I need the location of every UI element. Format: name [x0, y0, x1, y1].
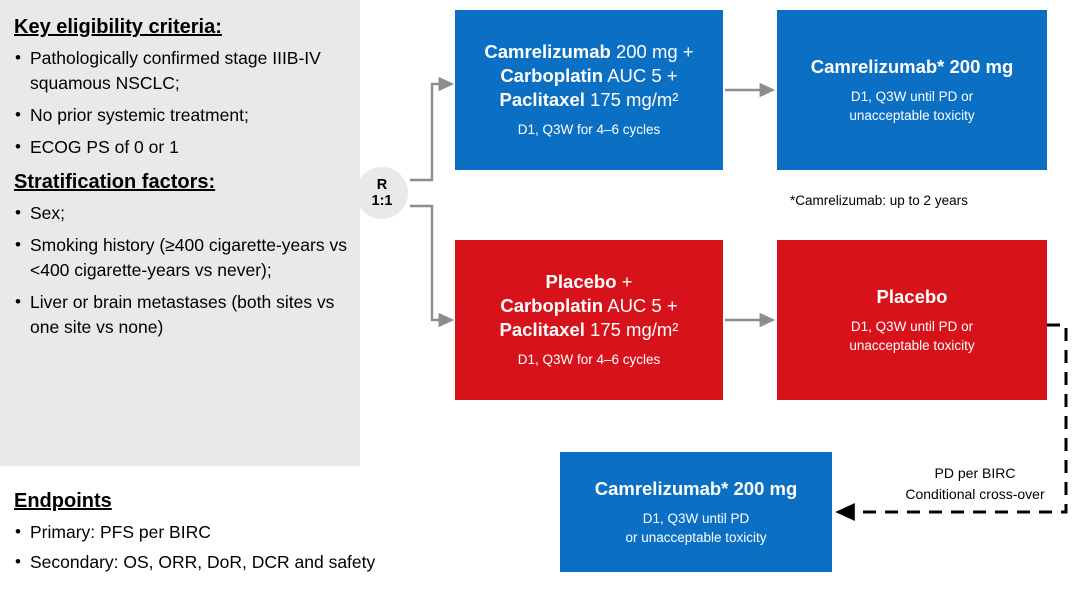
- arm-regimen-text: [500, 270, 679, 342]
- list-item: • Sex;: [14, 201, 348, 226]
- randomization-node: [356, 167, 408, 219]
- arm-title: [595, 477, 798, 501]
- stratification-heading: Stratification factors:: [14, 171, 216, 194]
- list-item: • Pathologically confirmed stage IIIB-IV squamous NSCLC;: [14, 46, 348, 96]
- arm-control-induction: [455, 240, 723, 400]
- arm-schedule: [849, 318, 974, 354]
- randomization-ratio: 1:1: [371, 193, 393, 209]
- drug-name: Placebo: [545, 271, 617, 293]
- list-item: • Secondary: OS, ORR, DoR, DCR and safety: [14, 550, 534, 575]
- arm-schedule: [849, 88, 974, 124]
- arm-schedule: D1, Q3W for 4–6 cycles: [517, 122, 661, 138]
- stratification-list: [14, 201, 348, 339]
- list-item: • No prior systemic treatment;: [14, 103, 348, 128]
- drug-name: Paclitaxel: [499, 89, 585, 111]
- arm-experimental-maintenance: [777, 10, 1047, 170]
- endpoints-list: [14, 520, 534, 576]
- arm-schedule-line1: D1, Q3W until PD or: [850, 89, 974, 105]
- drug-dose: 175 mg/m²: [584, 89, 679, 111]
- randomization-label: R: [376, 176, 388, 193]
- arm-schedule-line1: D1, Q3W until PD or: [850, 319, 974, 335]
- camrelizumab-footnote: *Camrelizumab: up to 2 years: [790, 193, 968, 208]
- arm-crossover: [560, 452, 832, 572]
- drug-name: Carboplatin: [500, 295, 604, 317]
- arm-schedule: D1, Q3W for 4–6 cycles: [517, 352, 661, 368]
- crossover-annotation-line2: Conditional cross-over: [905, 486, 1045, 502]
- arm-schedule-line2: unacceptable toxicity: [849, 107, 975, 123]
- crossover-annotation-line1: PD per BIRC: [934, 465, 1016, 481]
- arm-regimen-text: [484, 40, 693, 112]
- arm-title-text: Placebo: [876, 286, 948, 308]
- drug-name: Carboplatin: [500, 65, 604, 87]
- arm-title: [811, 55, 1014, 79]
- drug-dose: AUC 5 +: [603, 295, 678, 317]
- eligibility-list: [14, 46, 348, 159]
- arm-schedule: [625, 510, 766, 546]
- arm-schedule-line2: or unacceptable toxicity: [625, 529, 767, 545]
- drug-dose: 175 mg/m²: [584, 319, 679, 341]
- arm-title-text: Camrelizumab* 200 mg: [810, 56, 1014, 78]
- crossover-annotation: [880, 463, 1070, 505]
- arm-title-text: Camrelizumab* 200 mg: [594, 478, 798, 500]
- drug-dose: +: [616, 271, 633, 293]
- arm-control-maintenance: [777, 240, 1047, 400]
- endpoints-heading: Endpoints: [14, 490, 112, 512]
- list-item: • Liver or brain metastases (both sites vs one site vs none): [14, 290, 348, 340]
- endpoints-section: [14, 490, 534, 581]
- eligibility-panel: [0, 0, 360, 466]
- drug-dose: AUC 5 +: [603, 65, 678, 87]
- drug-dose: 200 mg +: [610, 41, 694, 63]
- arm-experimental-induction: [455, 10, 723, 170]
- drug-name: Camrelizumab: [484, 41, 611, 63]
- list-item: • Smoking history (≥400 cigarette-years vs <400 cigarette-years vs never);: [14, 233, 348, 283]
- eligibility-heading: Key eligibility criteria:: [14, 16, 222, 38]
- list-item: • Primary: PFS per BIRC: [14, 520, 534, 545]
- list-item: • ECOG PS of 0 or 1: [14, 135, 348, 160]
- arm-schedule-line2: unacceptable toxicity: [849, 337, 975, 353]
- arm-schedule-line1: D1, Q3W until PD: [642, 511, 750, 527]
- drug-name: Paclitaxel: [499, 319, 585, 341]
- arm-title: [877, 285, 948, 309]
